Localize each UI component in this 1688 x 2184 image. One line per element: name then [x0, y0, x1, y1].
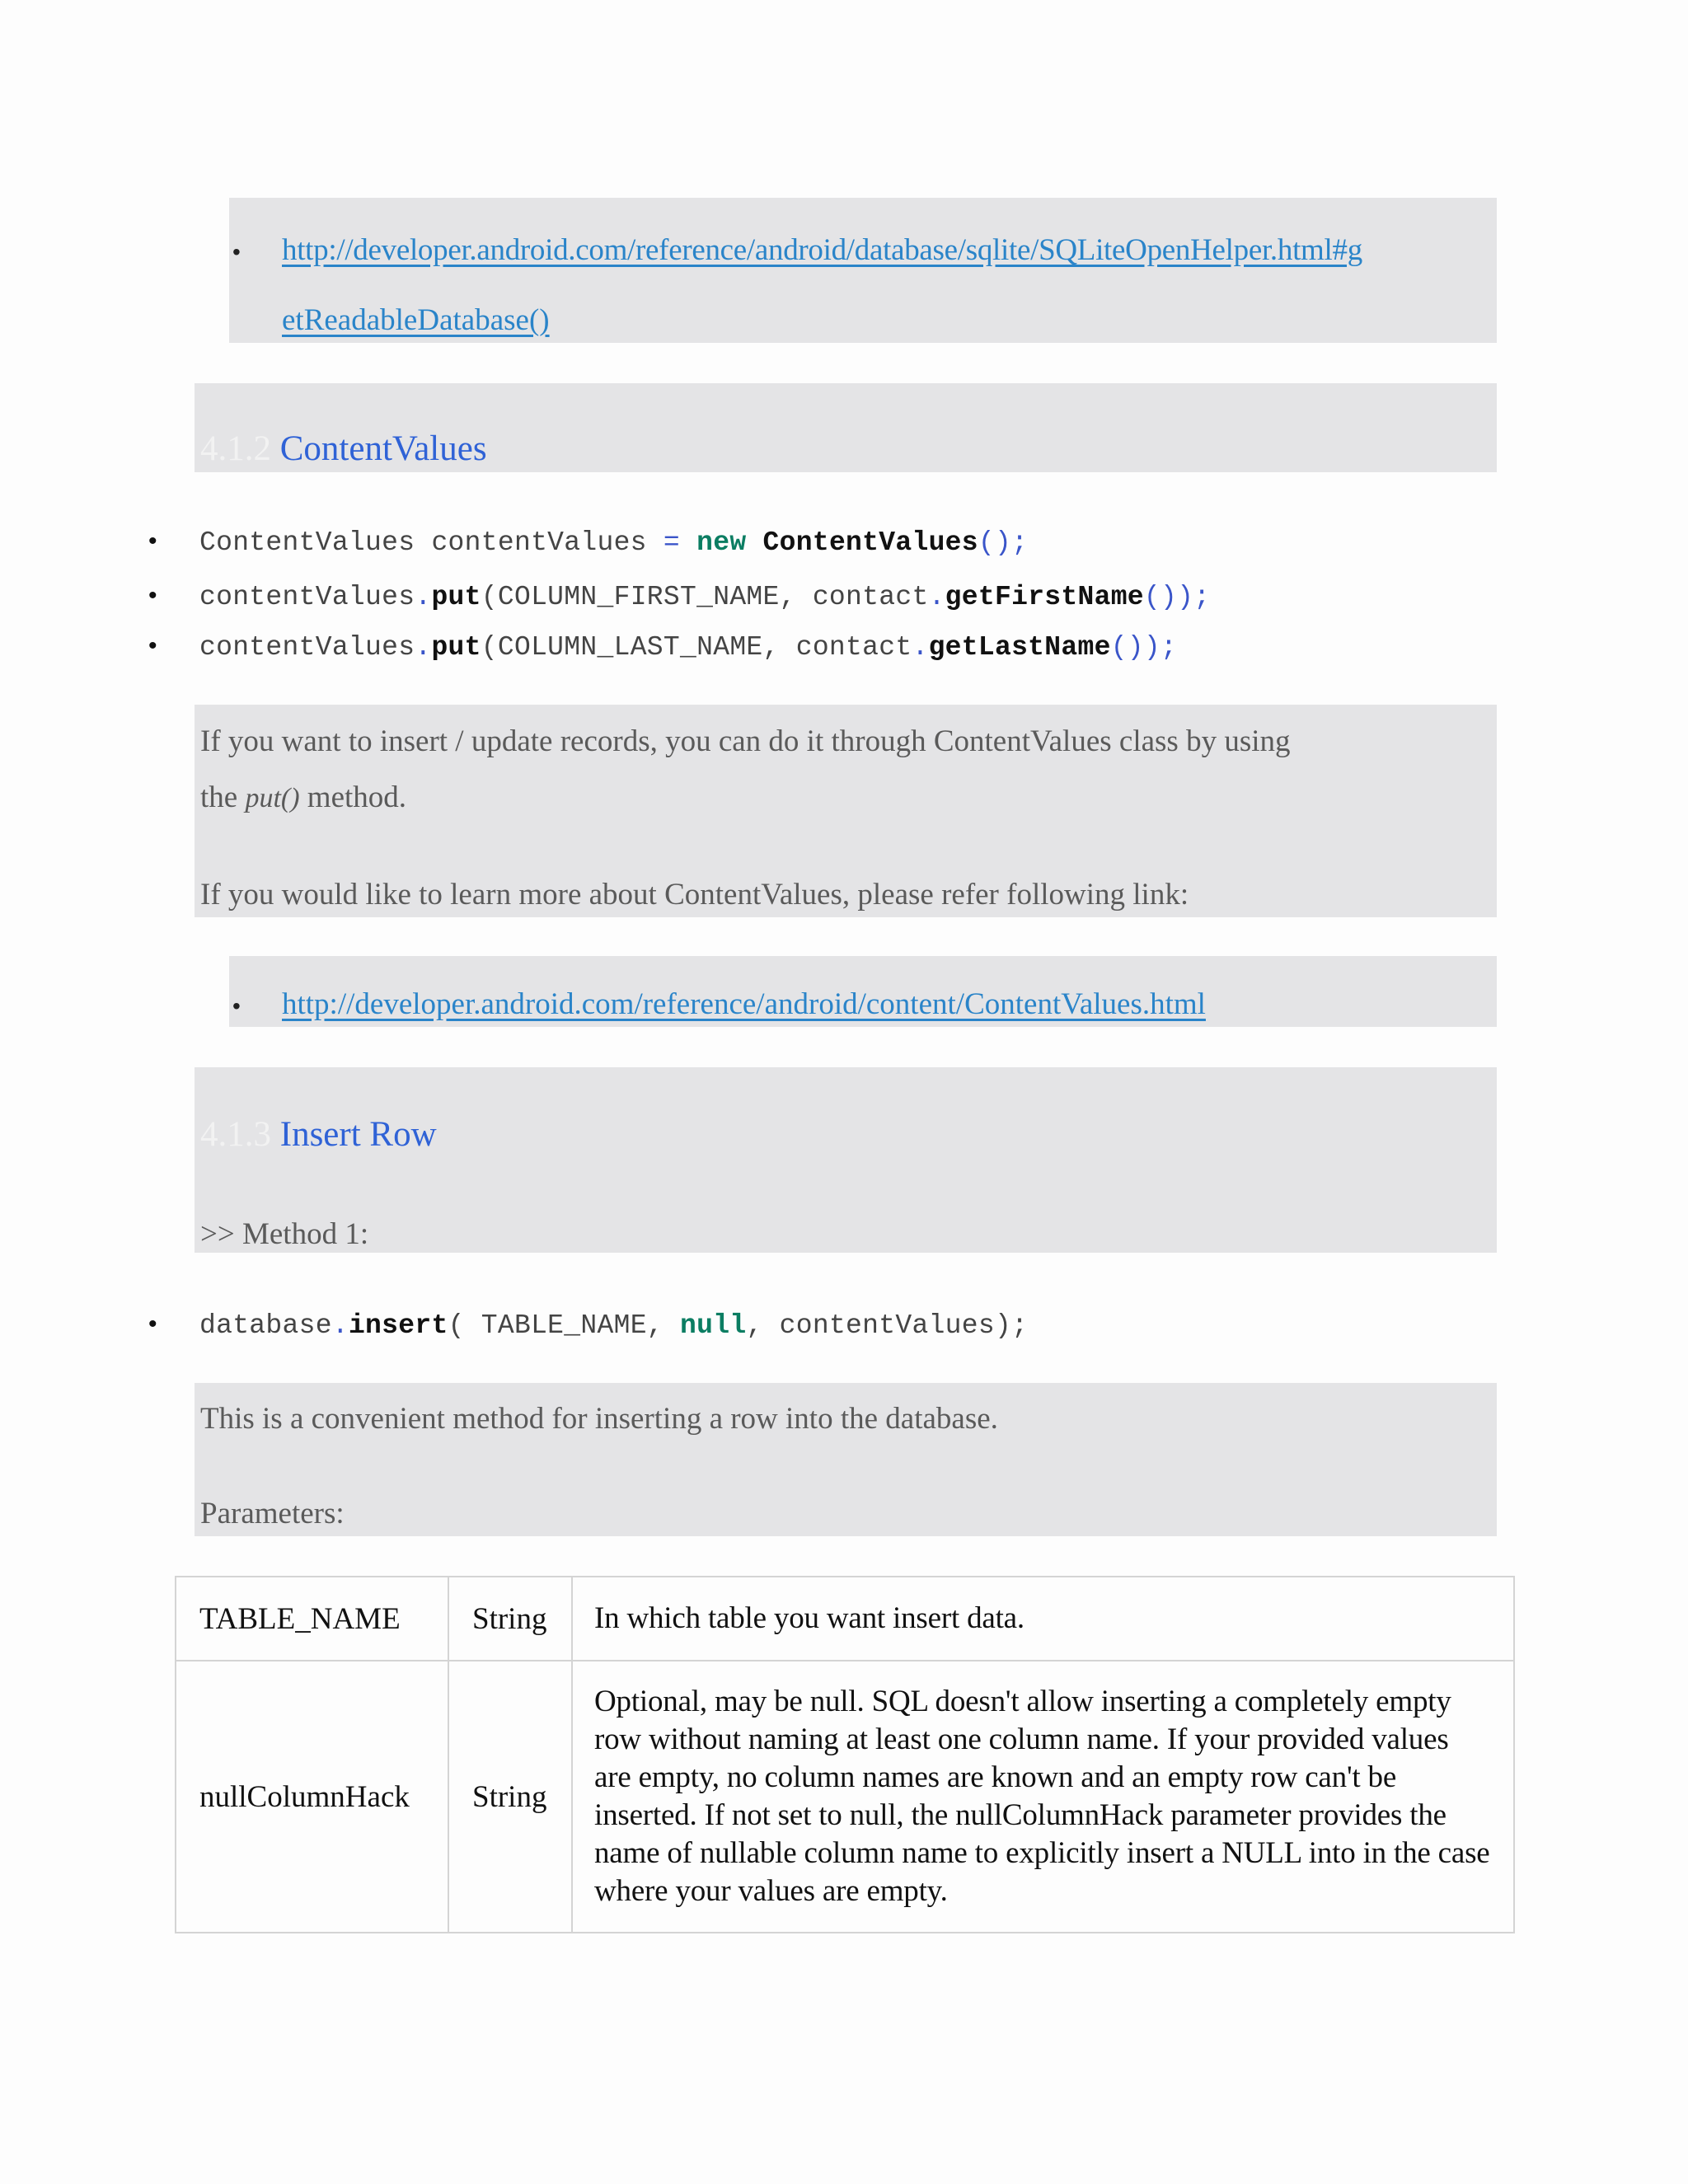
section-number: 4.1.3 — [200, 1115, 271, 1154]
code-line: contentValues.put(COLUMN_FIRST_NAME, contact.getFirstName()); — [199, 582, 1211, 612]
paragraph: If you want to insert / update records, you can do it through ContentValues class by using — [200, 724, 1291, 758]
bullet-icon: • — [232, 239, 241, 265]
code-line: ContentValues contentValues = new ContentValues(); — [199, 527, 1029, 558]
param-desc-cell: Optional, may be null. SQL doesn't allow inserting a completely empty row without naming at least one column name. If your provided values are empty, no column names are known and an empty row can't be inserted. If not set to null, the nullColumnHack parameter provides the name of nullable column name to explicitly insert a NULL into in the case where your values are empty. — [572, 1661, 1514, 1933]
paragraph: the put() method. — [200, 780, 407, 814]
param-desc-cell: In which table you want insert data. — [572, 1577, 1514, 1661]
section-heading-insert-row — [200, 1114, 437, 1155]
parameters-table — [175, 1576, 1515, 1933]
bullet-icon: • — [148, 632, 157, 659]
sqliteopenhelper-link-line2[interactable]: etReadableDatabase() — [282, 303, 550, 337]
code-line: contentValues.put(COLUMN_LAST_NAME, contact.getLastName()); — [199, 632, 1178, 663]
bullet-icon: • — [148, 1310, 157, 1338]
paragraph: This is a convenient method for inserting a row into the database. — [200, 1402, 998, 1436]
section-heading-content-values — [200, 429, 487, 469]
code-line: database.insert( TABLE_NAME, null, contentValues); — [199, 1310, 1029, 1341]
param-type-cell: String — [448, 1577, 572, 1661]
param-name-cell: nullColumnHack — [176, 1661, 448, 1933]
parameters-label: Parameters: — [200, 1497, 345, 1530]
section-number: 4.1.2 — [200, 429, 271, 468]
section-title: Insert Row — [279, 1115, 437, 1154]
paragraph: If you would like to learn more about ContentValues, please refer following link: — [200, 878, 1189, 912]
contentvalues-link[interactable]: http://developer.android.com/reference/android/content/ContentValues.html — [282, 987, 1206, 1021]
method-label: >> Method 1: — [200, 1217, 369, 1251]
sqliteopenhelper-link-line1[interactable]: http://developer.android.com/reference/android/database/sqlite/SQLiteOpenHelper.html#g — [282, 233, 1362, 267]
bullet-icon: • — [232, 993, 241, 1019]
table-row — [176, 1577, 1514, 1661]
bullet-icon: • — [148, 527, 157, 555]
param-type-cell: String — [448, 1661, 572, 1933]
table-row — [176, 1661, 1514, 1933]
section-heading-panel — [195, 1067, 1497, 1253]
method-name: put() — [245, 783, 300, 813]
param-name-cell: TABLE_NAME — [176, 1577, 448, 1661]
bullet-icon: • — [148, 582, 157, 609]
section-title: ContentValues — [279, 429, 487, 468]
